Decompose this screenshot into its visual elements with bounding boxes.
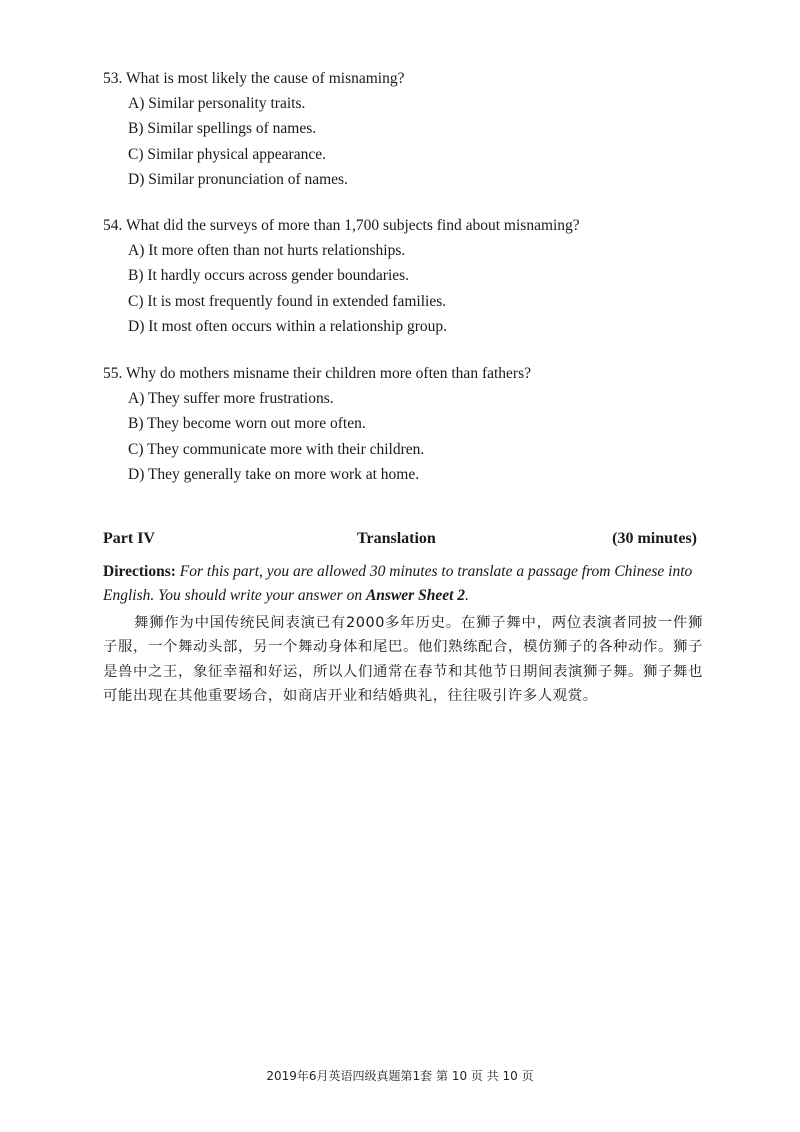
part-title: Translation: [357, 530, 436, 547]
question-54: [103, 213, 723, 339]
question-53: [103, 66, 723, 192]
part-header: [103, 526, 697, 552]
question-stem: 54. What did the surveys of more than 1,700 subjects find about misnaming?: [103, 217, 580, 234]
option-b: B) It hardly occurs across gender boundaries.: [128, 267, 410, 285]
option-list: [103, 386, 723, 487]
question-55: [103, 361, 723, 487]
directions-end: .: [465, 587, 469, 604]
option-c: C) They communicate more with their children.: [128, 440, 425, 458]
option-a: A) Similar personality traits.: [128, 95, 306, 112]
part-time: (30 minutes): [612, 530, 697, 547]
option-c: C) It is most frequently found in extended families.: [128, 292, 447, 310]
option-b: B) They become worn out more often.: [128, 415, 366, 433]
option-a: A) They suffer more frustrations.: [128, 390, 334, 407]
part-label: Part IV: [103, 530, 155, 547]
directions-text: For this part, you are allowed 30 minutes to translate a passage from Chinese into English. You should write your answer on: [103, 563, 693, 604]
option-b: B) Similar spellings of names.: [128, 120, 317, 138]
option-list: [103, 91, 723, 192]
option-d: D) They generally take on more work at home.: [128, 465, 420, 483]
option-list: [103, 238, 723, 339]
question-stem: 53. What is most likely the cause of misnaming?: [103, 70, 405, 87]
option-d: D) It most often occurs within a relationship group.: [128, 317, 447, 335]
directions-label: Directions:: [103, 563, 176, 580]
directions: [103, 560, 703, 608]
option-c: C) Similar physical appearance.: [128, 145, 326, 163]
option-d: D) Similar pronunciation of names.: [128, 170, 348, 188]
question-stem: 55. Why do mothers misname their children more often than fathers?: [103, 365, 531, 382]
chinese-passage: 舞狮作为中国传统民间表演已有2000多年历史。在狮子舞中，两位表演者同披一件狮子服，一个舞动头部，另一个舞动身体和尾巴。他们熟练配合，模仿狮子的各种动作。狮子是兽中之王，象征幸福和好运，所以人们通常在春节和其他节日期间表演狮子舞。狮子舞也可能出现在其他重要场合，如商店开业和结婚典礼，往往吸引许多人观赏。: [103, 615, 703, 704]
page-footer: 2019年6月英语四级真题第1套 第 10 页 共 10 页: [266, 1069, 534, 1083]
answer-sheet-reference: Answer Sheet 2: [365, 587, 466, 604]
option-a: A) It more often than not hurts relationships.: [128, 242, 406, 259]
